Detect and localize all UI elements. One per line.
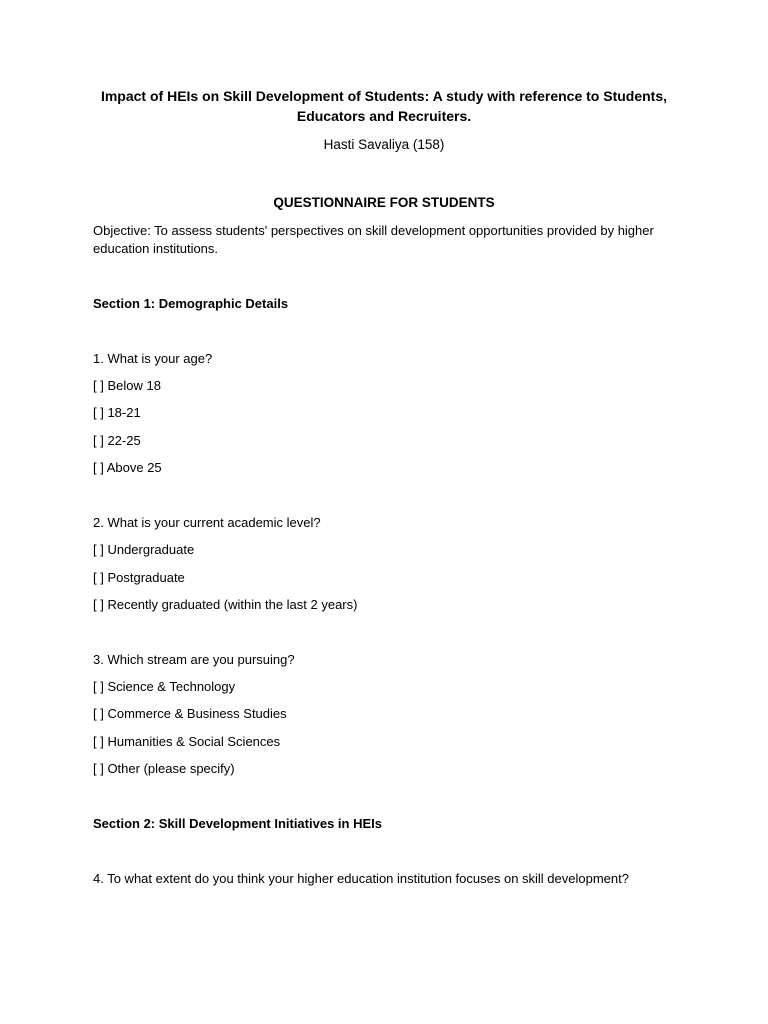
document-title: Impact of HEIs on Skill Development of Students: A study with reference to Students, Educators and Recruiters. xyxy=(100,88,668,124)
q3-option-science-technology: [ ] Science & Technology xyxy=(93,679,236,694)
objective-text: Objective: To assess students' perspectives on skill development opportunities provided by higher education institutions. xyxy=(93,223,654,256)
q3-option-other: [ ] Other (please specify) xyxy=(93,761,235,776)
q1-option-18-21: [ ] 18-21 xyxy=(93,405,141,420)
section-1-title: Section 1: Demographic Details xyxy=(93,296,289,311)
q2-option-recently-graduated: [ ] Recently graduated (within the last 2 years) xyxy=(93,597,358,612)
section-2-title: Section 2: Skill Development Initiatives in HEIs xyxy=(93,816,382,831)
question-3: 3. Which stream are you pursuing? xyxy=(93,652,295,667)
q1-option-above-25: [ ] Above 25 xyxy=(93,460,162,475)
q1-option-22-25: [ ] 22-25 xyxy=(93,433,141,448)
document-author: Hasti Savaliya (158) xyxy=(323,137,445,152)
questionnaire-heading: QUESTIONNAIRE FOR STUDENTS xyxy=(273,195,495,210)
q3-option-commerce-business: [ ] Commerce & Business Studies xyxy=(93,706,287,721)
question-1: 1. What is your age? xyxy=(93,351,213,366)
q2-option-postgraduate: [ ] Postgraduate xyxy=(93,570,185,585)
q1-option-below-18: [ ] Below 18 xyxy=(93,378,161,393)
question-2: 2. What is your current academic level? xyxy=(93,515,321,530)
q2-option-undergraduate: [ ] Undergraduate xyxy=(93,542,195,557)
q3-option-humanities-social: [ ] Humanities & Social Sciences xyxy=(93,734,281,749)
question-4: 4. To what extent do you think your higher education institution focuses on skill development? xyxy=(93,871,629,886)
